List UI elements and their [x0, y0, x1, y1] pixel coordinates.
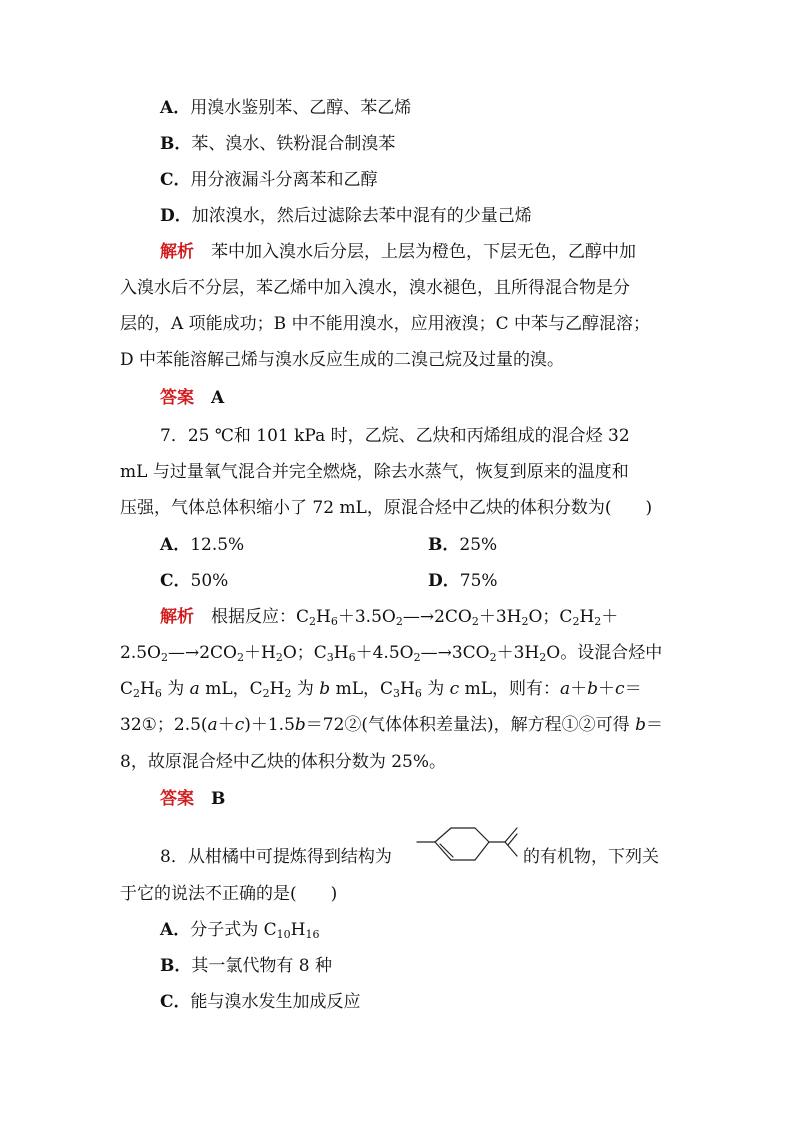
- q7-stem-line-1: 7．25 ℃和 101 kPa 时，乙烷、乙炔和丙烯组成的混合烃 32: [160, 426, 630, 446]
- q8-stem-line-1-end: 的有机物，下列关: [523, 847, 659, 867]
- q7-stem-line-3: 压强，气体总体积缩小了 72 mL，原混合烃中乙炔的体积分数为( ): [120, 498, 653, 518]
- q7-option-d: D．75%: [428, 571, 498, 591]
- answer-value: A: [211, 388, 225, 408]
- analysis-label: 解析: [160, 607, 194, 627]
- reaction-arrow-icon: —→: [167, 643, 200, 663]
- reaction-arrow-icon: —→: [402, 607, 435, 627]
- q7-analysis-line-4: 32①；2.5(a＋c)＋1.5b＝72②(气体体积差量法)，解方程①②可得 b＝: [120, 715, 663, 735]
- q7-option-a: A．12.5%: [160, 535, 245, 555]
- q6-analysis-line-4: D 中苯能溶解己烯与溴水反应生成的二溴己烷及过量的溴。: [120, 350, 565, 370]
- q8-stem-line-2: 于它的说法不正确的是( ): [120, 884, 338, 904]
- q7-answer: [160, 787, 225, 811]
- q7-option-c: C．50%: [160, 571, 229, 591]
- q6-option-b: B．苯、溴水、铁粉混合制溴苯: [160, 134, 396, 154]
- q6-option-a: A．用溴水鉴别苯、乙醇、苯乙烯: [160, 98, 412, 118]
- answer-label: 答案: [160, 789, 194, 809]
- q6-option-c: C．用分液漏斗分离苯和乙醇: [160, 170, 378, 190]
- q7-analysis-line-3: $C_2H_6$ 为 a mL，$C_2H_2$ 为 b mL，$C_3H_6$ 为 c mL，则有：a＋b＋c＝: [120, 679, 642, 700]
- q7-analysis-line-1: 解析 根据反应：$C_2H_6+3.5O_2—\to 2CO_2+3H_2O$；$C_2H_2+$: [160, 607, 619, 628]
- q8-stem-line-1-start: 8．从柑橘中可提炼得到结构为: [160, 847, 392, 867]
- q6-analysis-line-3: 层的，A 项能成功；B 中不能用溴水，应用液溴；C 中苯与乙醇混溶；: [120, 314, 650, 334]
- q7-option-b: B．25%: [428, 535, 498, 555]
- q7-analysis-line-5: 8，故原混合烃中乙炔的体积分数为 25%。: [120, 752, 447, 772]
- q7-analysis-line-2: $2.5O_2—\to 2CO_2+H_2O$；$C_3H_6+4.5O_2—\to 3CO_2+3H_2O$。设混合烃中: [120, 643, 663, 664]
- q6-analysis-line-2: 入溴水后不分层，苯乙烯中加入溴水，溴水褪色，且所得混合物是分: [120, 278, 630, 298]
- limonene-structure-diagram: [413, 820, 521, 870]
- answer-label: 答案: [160, 388, 194, 408]
- analysis-label: 解析: [160, 242, 194, 262]
- q8-option-b: B．其一氯代物有 8 种: [160, 956, 332, 976]
- q6-answer: [160, 386, 224, 410]
- q7-stem-line-2: mL 与过量氧气混合并完全燃烧，除去水蒸气，恢复到原来的温度和: [120, 462, 629, 482]
- q6-option-d: D．加浓溴水，然后过滤除去苯中混有的少量己烯: [160, 206, 532, 226]
- answer-value: B: [211, 789, 226, 809]
- q6-analysis-line-1: 解析 苯中加入溴水后分层，上层为橙色，下层无色，乙醇中加: [160, 242, 636, 262]
- q8-option-a: A．分子式为 $C_{10}H_{16}$: [160, 920, 320, 941]
- reaction-arrow-icon: —→: [420, 643, 452, 663]
- q8-option-c: C．能与溴水发生加成反应: [160, 992, 361, 1012]
